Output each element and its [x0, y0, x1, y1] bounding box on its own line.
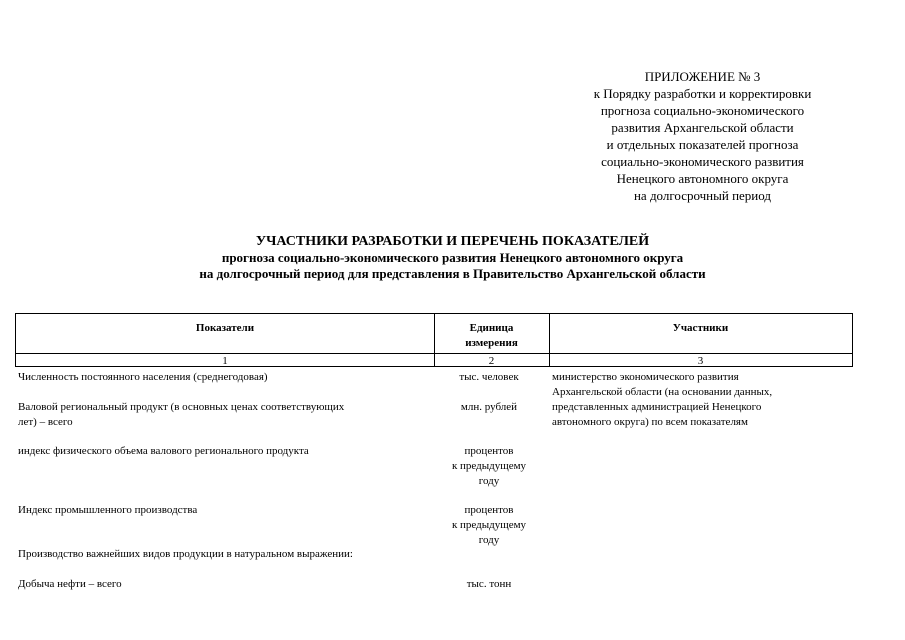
column-number: 2: [488, 355, 495, 367]
appendix-line: и отдельных показателей прогноза: [606, 137, 799, 152]
table-row-indicator: [18, 370, 428, 385]
header-unit: [434, 321, 549, 351]
table-row-unit: [430, 577, 548, 592]
table-row-indicator: [18, 547, 518, 562]
header-participants: Участники: [672, 322, 729, 334]
table-row-indicator: [18, 400, 428, 430]
participants-text: Архангельской области (на основании данных,: [552, 386, 773, 398]
column-number: 3: [697, 355, 704, 367]
table-row-unit: [430, 444, 548, 489]
unit-text: млн. рублей: [460, 401, 518, 413]
appendix-line: развития Архангельской области: [611, 120, 794, 135]
appendix-line: ПРИЛОЖЕНИЕ № 3: [644, 69, 761, 84]
table-row-unit: [430, 503, 548, 548]
unit-text: году: [478, 475, 500, 487]
indicator-text: Численность постоянного населения (среднегодовая): [18, 371, 268, 383]
table-row-unit: [430, 400, 548, 415]
title-subtitle-2: на долгосрочный период для представления в Правительство Архангельской области: [199, 266, 706, 281]
unit-text: к предыдущему: [451, 519, 527, 531]
column-number: 1: [222, 355, 228, 367]
indicator-text: Индекс промышленного производства: [18, 504, 198, 516]
appendix-line: к Порядку разработки и корректировки: [593, 86, 812, 101]
indicator-text: лет) – всего: [18, 416, 73, 428]
participants-text: представленных администрацией Ненецкого: [552, 401, 762, 413]
unit-text: году: [478, 534, 500, 546]
appendix-line: Ненецкого автономного округа: [616, 171, 789, 186]
unit-text: к предыдущему: [451, 460, 527, 472]
table-row-indicator: [18, 577, 428, 592]
unit-text: процентов: [464, 504, 514, 516]
appendix-header: [560, 68, 845, 204]
document-title: [60, 233, 845, 282]
table-header: [15, 313, 853, 367]
participants-text: автономного округа) по всем показателям: [552, 416, 748, 428]
table-row-indicator: [18, 444, 428, 459]
appendix-line: социально-экономического развития: [601, 154, 804, 169]
appendix-line: прогноза социально-экономического: [600, 103, 805, 118]
unit-text: процентов: [464, 445, 514, 457]
participants-cell: [552, 370, 842, 430]
indicator-text: Валовой региональный продукт (в основных ценах соответствующих: [18, 401, 345, 413]
unit-text: тыс. тонн: [466, 578, 512, 590]
header-unit-line: Единица: [469, 322, 514, 334]
indicator-text: Добыча нефти – всего: [18, 578, 122, 590]
unit-text: тыс. человек: [459, 371, 519, 383]
indicator-text: индекс физического объема валового регионального продукта: [18, 445, 309, 457]
table-row-unit: [430, 370, 548, 385]
table-row-indicator: [18, 503, 428, 518]
header-unit-line: измерения: [465, 337, 518, 349]
header-indicators: Показатели: [195, 322, 255, 334]
title-main: УЧАСТНИКИ РАЗРАБОТКИ И ПЕРЕЧЕНЬ ПОКАЗАТЕЛЕЙ: [255, 234, 650, 249]
indicator-text: Производство важнейших видов продукции в натуральном выражении:: [18, 548, 353, 560]
appendix-line: на долгосрочный период: [633, 188, 772, 203]
header-divider: [16, 353, 852, 354]
participants-text: министерство экономического развития: [552, 371, 739, 383]
title-subtitle-1: прогноза социально-экономического развития Ненецкого автономного округа: [221, 250, 684, 265]
